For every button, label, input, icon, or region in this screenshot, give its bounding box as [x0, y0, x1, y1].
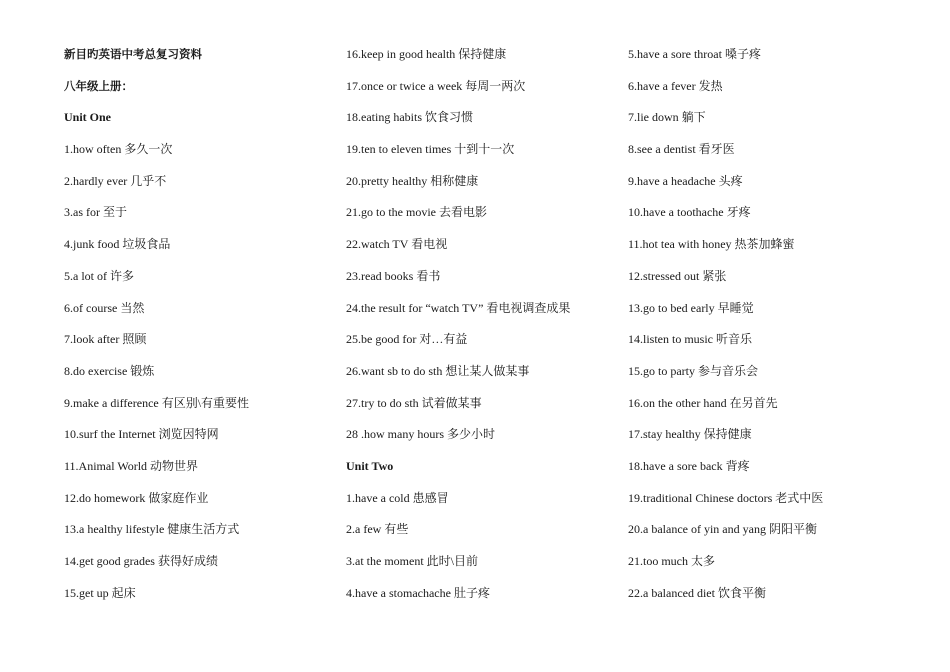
vocab-item: 5.a lot of 许多 [64, 268, 134, 283]
vocab-item: 20.pretty healthy 相称健康 [346, 173, 479, 188]
vocab-item: 16.on the other hand 在另首先 [628, 395, 778, 410]
vocab-item: 12.stressed out 紧张 [628, 268, 727, 283]
vocab-item: 16.keep in good health 保持健康 [346, 47, 507, 61]
column-middle [346, 39, 616, 609]
vocab-item: 24.the result for “watch TV” 看电视调查成果 [346, 300, 571, 315]
vocab-item: 21.go to the movie 去看电影 [346, 205, 487, 220]
document-title: 新目旳英语中考总复习资料 [64, 47, 202, 61]
vocab-item: 11.Animal World 动物世界 [64, 458, 199, 473]
vocab-item: 14.listen to music 听音乐 [628, 332, 752, 347]
vocab-item: 4.have a stomachache 肚子疼 [346, 585, 490, 600]
vocab-item: 15.get up 起床 [64, 585, 136, 600]
vocab-item: 8.see a dentist 看牙医 [628, 142, 735, 157]
unit-one-heading: Unit One [64, 110, 112, 125]
vocab-item: 3.at the moment 此时\目前 [346, 554, 478, 568]
vocab-item: 19.ten to eleven times 十到十一次 [346, 142, 515, 157]
vocab-item: 13.go to bed early 早睡觉 [628, 300, 754, 315]
vocab-item: 3.as for 至于 [64, 205, 127, 220]
vocab-item: 27.try to do sth 试着做某事 [346, 395, 482, 410]
vocab-item: 9.make a difference 有区别\有重要性 [64, 395, 250, 410]
vocab-item: 26.want sb to do sth 想让某人做某事 [346, 363, 530, 378]
vocab-item: 14.get good grades 获得好成绩 [64, 554, 218, 568]
vocab-item: 21.too much 太多 [628, 554, 715, 568]
vocab-item: 22.watch TV 看电视 [346, 237, 448, 252]
vocab-item: 11.hot tea with honey 热茶加蜂蜜 [628, 237, 795, 252]
vocab-item: 28 .how many hours 多少小时 [346, 427, 495, 442]
vocab-item: 20.a balance of yin and yang 阴阳平衡 [628, 522, 817, 537]
vocab-item: 15.go to party 参与音乐会 [628, 363, 758, 378]
vocab-item: 1.have a cold 患感冒 [346, 490, 449, 505]
vocab-item: 6.of course 当然 [64, 300, 145, 315]
vocab-item: 19.traditional Chinese doctors 老式中医 [628, 490, 824, 505]
vocab-item: 8.do exercise 锻炼 [64, 363, 155, 378]
vocab-item: 18.have a sore back 背疼 [628, 458, 750, 473]
vocab-item: 10.surf the Internet 浏览因特网 [64, 427, 219, 442]
vocab-item: 2.hardly ever 几乎不 [64, 173, 167, 188]
vocab-item: 23.read books 看书 [346, 268, 441, 283]
vocab-item: 5.have a sore throat 嗓子疼 [628, 47, 761, 61]
vocab-item: 4.junk food 垃圾食品 [64, 237, 171, 252]
vocab-item: 17.stay healthy 保持健康 [628, 427, 752, 442]
vocab-item: 22.a balanced diet 饮食平衡 [628, 585, 766, 600]
unit-two-heading: Unit Two [346, 458, 394, 473]
vocab-item: 12.do homework 做家庭作业 [64, 490, 209, 505]
vocab-item: 25.be good for 对…有益 [346, 332, 468, 347]
vocab-item: 9.have a headache 头疼 [628, 173, 743, 188]
vocab-item: 10.have a toothache 牙疼 [628, 205, 751, 220]
vocab-item: 7.lie down 躺下 [628, 110, 706, 125]
vocab-item: 2.a few 有些 [346, 522, 409, 537]
vocab-item: 17.once or twice a week 每周一两次 [346, 78, 526, 93]
grade-heading: 八年级上册： [64, 78, 133, 93]
vocab-item: 1.how often 多久一次 [64, 142, 173, 157]
column-right [628, 39, 908, 609]
vocab-item: 18.eating habits 饮食习惯 [346, 110, 473, 125]
vocab-item: 6.have a fever 发热 [628, 78, 723, 93]
vocab-item: 13.a healthy lifestyle 健康生活方式 [64, 522, 240, 537]
vocab-item: 7.look after 照顾 [64, 332, 147, 347]
column-left [64, 39, 324, 609]
